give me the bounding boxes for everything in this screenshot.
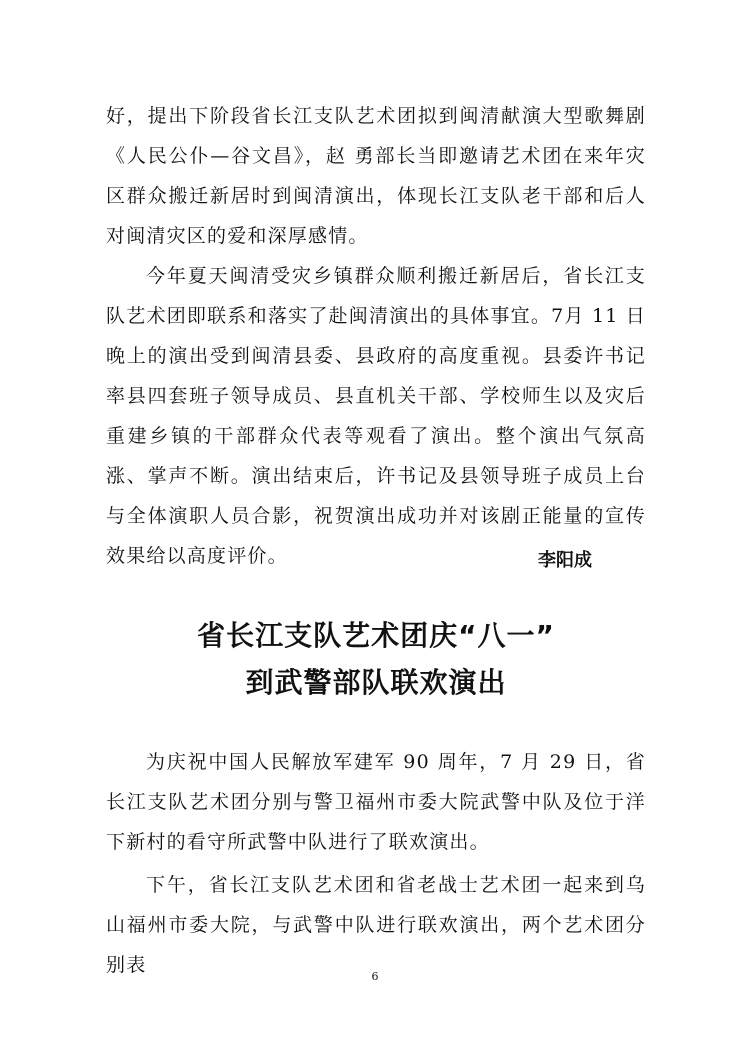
article1-paragraph-2: 今年夏天闽清受灾乡镇群众顺利搬迁新居后，省长江支队艺术团即联系和落实了赴闽清演出的具体事宜。7月 11 日晚上的演出受到闽清县委、县政府的高度重视。县委许书记率县四套班子领导成员、县直机关干部、学校师生以及灾后重建乡镇的干部群众代表等观看了演出。整个演出气氛高涨、掌声不断。演出结束后，许书记及县领导班子成员上台与全体演职人员合影，祝贺演出成功并对该剧正能量的宣传效果给以高度评价。	[106, 265, 646, 567]
article2-title-line-2: 到武警部队联欢演出	[245, 666, 507, 699]
article2-paragraph-2: 下午，省长江支队艺术团和省老战士艺术团一起来到乌山福州市委大院，与武警中队进行联欢演出，两个艺术团分别表	[106, 874, 646, 976]
article2-paragraph-1: 为庆祝中国人民解放军建军 90 周年，7 月 29 日，省长江支队艺术团分别与警卫福州市委大院武警中队及位于洋下新村的看守所武警中队进行了联欢演出。	[106, 751, 646, 853]
article2-title-line-1: 省长江支队艺术团庆“八一”	[197, 619, 555, 652]
article1-author: 李阳成	[538, 550, 592, 571]
article1-paragraph-1: 好，提出下阶段省长江支队艺术团拟到闽清献演大型歌舞剧《人民公仆—谷文昌》，赵 勇部长当即邀请艺术团在来年灾区群众搬迁新居时到闽清演出，体现长江支队老干部和后人对闽清灾区的爱和深厚感情。	[106, 105, 646, 247]
page-number: 6	[371, 970, 379, 983]
